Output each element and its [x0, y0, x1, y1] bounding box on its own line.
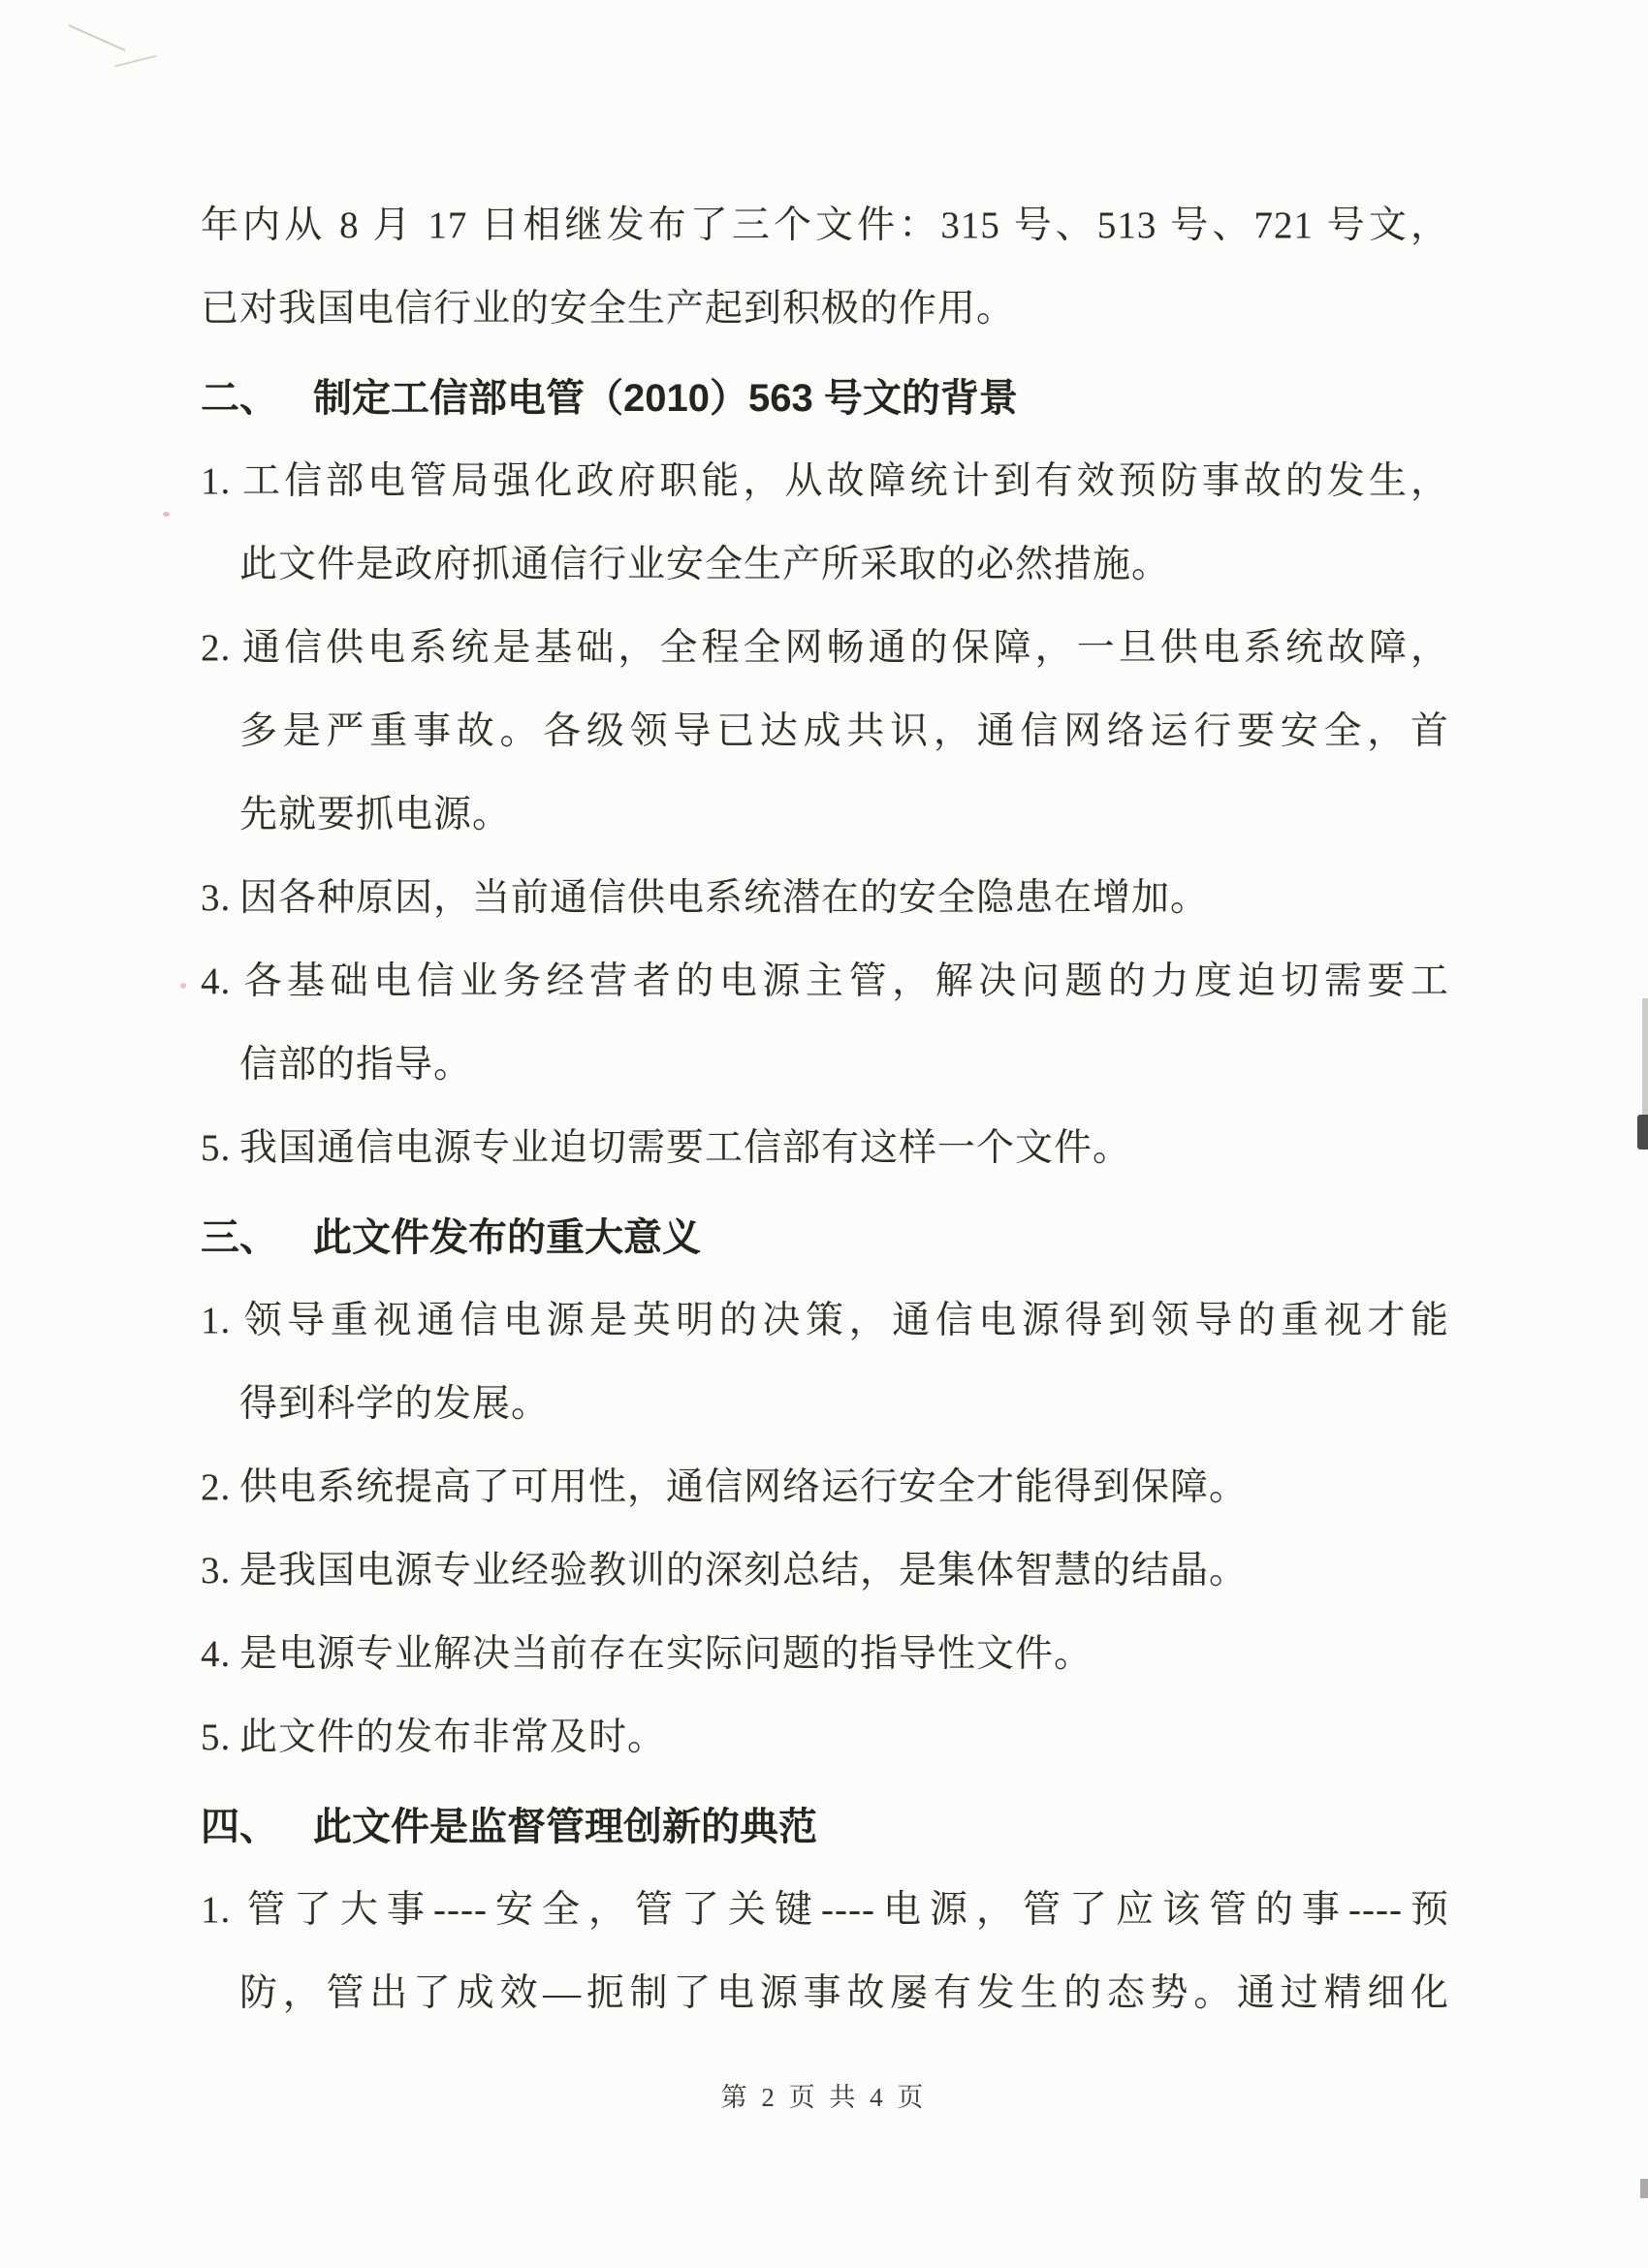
- scan-artifact-speck: [180, 983, 186, 989]
- item-number: 4.: [201, 1633, 232, 1675]
- section-heading-3: [201, 1196, 1449, 1279]
- item-text: 我国通信电源专业迫切需要工信部有这样一个文件。: [239, 1127, 1132, 1169]
- item-text: 管了大事----安全，管了关键----电源，管了应该管的事----预: [239, 1889, 1449, 1931]
- section-title: 此文件是监督管理创新的典范: [313, 1806, 817, 1848]
- item-number: 2.: [201, 1466, 232, 1508]
- item-number: 1.: [201, 1889, 232, 1931]
- list-item: [201, 1446, 1449, 1529]
- list-item: [201, 940, 1449, 1024]
- item-text: 工信部电管局强化政府职能，从故障统计到有效预防事故的发生，: [239, 460, 1449, 502]
- section-label: 二、: [201, 377, 278, 420]
- list-item: [201, 1529, 1449, 1613]
- list-item-line: 信部的指导。: [239, 1044, 473, 1086]
- paragraph-line: 年内从 8 月 17 日相继发布了三个文件：315 号、513 号、721 号文，: [201, 205, 1449, 246]
- scan-artifact-scratch: [114, 55, 156, 68]
- scan-artifact-scratch: [68, 24, 125, 51]
- item-text: 是我国电源专业经验教训的深刻总结，是集体智慧的结晶。: [239, 1550, 1249, 1591]
- list-item: [201, 607, 1449, 690]
- list-item-line: 得到科学的发展。: [239, 1383, 551, 1425]
- section-label: 四、: [201, 1806, 278, 1848]
- item-text: 供电系统提高了可用性，通信网络运行安全才能得到保障。: [239, 1466, 1249, 1508]
- item-text: 此文件的发布非常及时。: [239, 1717, 667, 1758]
- list-item-line: 多是严重事故。各级领导已达成共识，通信网络运行要安全，首: [239, 710, 1449, 752]
- section-title: 制定工信部电管（2010）563 号文的背景: [313, 377, 1018, 420]
- section-heading-4: [201, 1785, 1449, 1869]
- item-number: 5.: [201, 1127, 232, 1169]
- section-heading-2: [201, 357, 1449, 440]
- item-text: 各基础电信业务经营者的电源主管，解决问题的力度迫切需要工: [239, 961, 1449, 1002]
- scan-artifact-edge: [1637, 1115, 1648, 1150]
- section-title: 此文件发布的重大意义: [313, 1216, 701, 1259]
- item-number: 5.: [201, 1717, 232, 1758]
- list-item-line: 此文件是政府抓通信行业安全生产所采取的必然措施。: [239, 544, 1171, 585]
- paragraph-line: 已对我国电信行业的安全生产起到积极的作用。: [201, 288, 1016, 330]
- item-number: 3.: [201, 877, 232, 919]
- list-item: [201, 1869, 1449, 1952]
- item-number: 3.: [201, 1550, 232, 1591]
- list-item: [201, 1696, 1449, 1780]
- item-text: 通信供电系统是基础，全程全网畅通的保障，一旦供电系统故障，: [239, 627, 1449, 669]
- item-number: 1.: [201, 1300, 232, 1341]
- section-label: 三、: [201, 1216, 278, 1259]
- item-number: 4.: [201, 961, 232, 1002]
- scan-artifact-edge: [1642, 998, 1648, 1124]
- list-item: [201, 1107, 1449, 1190]
- item-number: 1.: [201, 460, 232, 502]
- list-item-line: 防，管出了成效—扼制了电源事故屡有发生的态势。通过精细化: [239, 1972, 1449, 2014]
- scan-artifact-speck: [163, 512, 170, 517]
- list-item: [201, 1279, 1449, 1363]
- page-number: 第 2 页 共 4 页: [720, 2083, 928, 2112]
- list-item-line: 先就要抓电源。: [239, 794, 512, 835]
- item-text: 是电源专业解决当前存在实际问题的指导性文件。: [239, 1633, 1093, 1675]
- document-body: [201, 184, 1449, 2035]
- scan-artifact-edge: [1640, 2179, 1648, 2198]
- item-text: 因各种原因，当前通信供电系统潜在的安全隐患在增加。: [239, 877, 1210, 919]
- item-number: 2.: [201, 627, 232, 669]
- item-text: 领导重视通信电源是英明的决策，通信电源得到领导的重视才能: [239, 1300, 1449, 1341]
- list-item: [201, 857, 1449, 940]
- list-item: [201, 1613, 1449, 1696]
- list-item: [201, 440, 1449, 523]
